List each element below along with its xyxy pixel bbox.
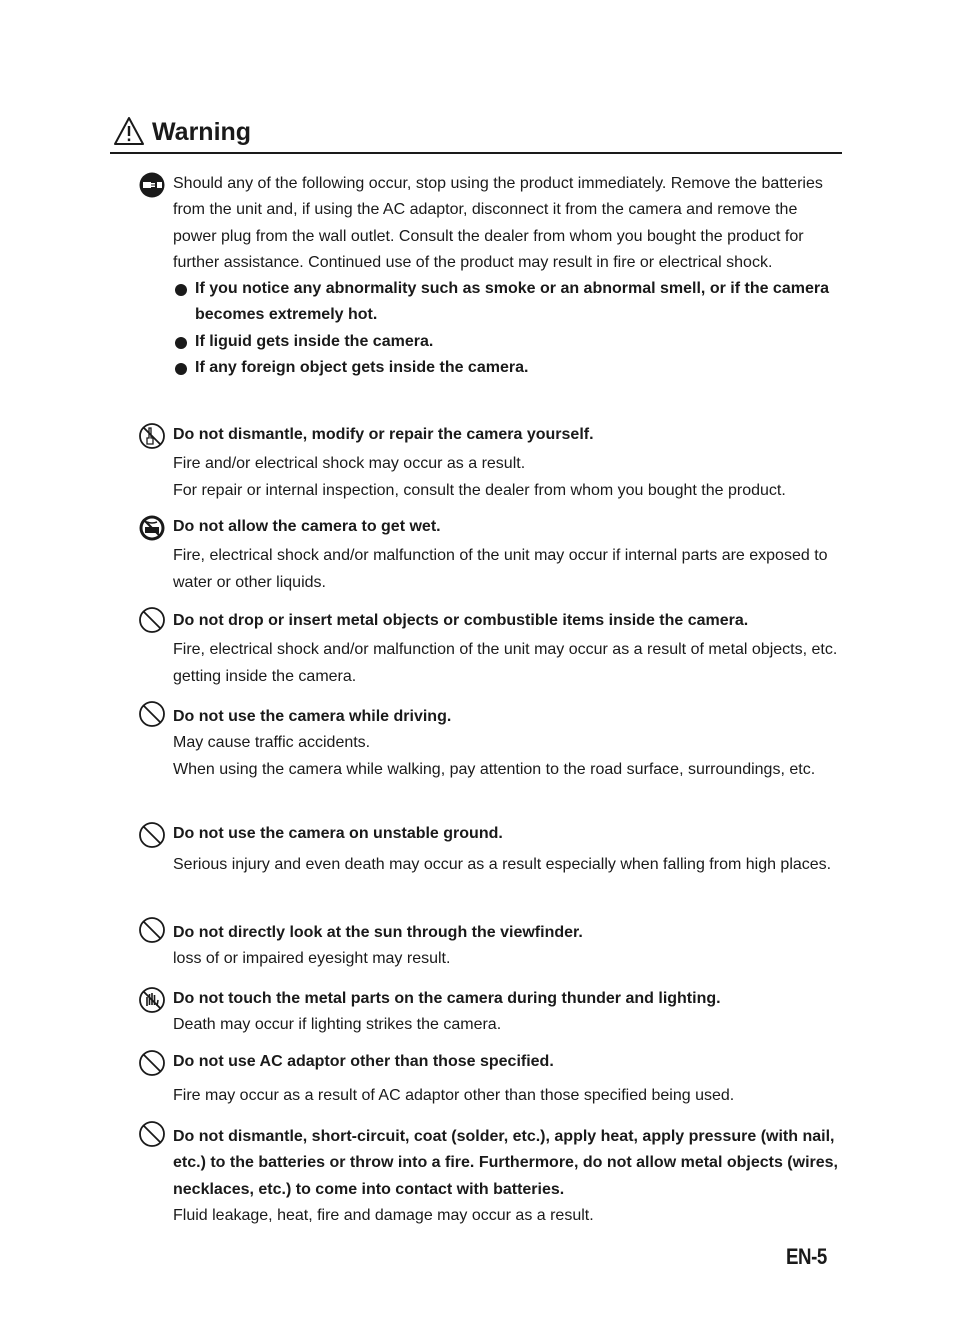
item-heading: Do not use the camera while driving. xyxy=(173,708,452,725)
item-heading: Do not dismantle, modify or repair the camera yourself. xyxy=(173,426,594,443)
prohibited-icon xyxy=(138,606,166,634)
item-body: Fire, electrical shock and/or malfunction of the unit may occur as a result of metal objects, etc. getting inside the camera. xyxy=(173,641,838,685)
bullet-item: If any foreign object gets inside the camera. xyxy=(173,355,844,381)
bullet-dot-icon xyxy=(175,337,187,349)
no-water-icon xyxy=(138,514,166,542)
item-body: For repair or internal inspection, consult the dealer from whom you bought the product. xyxy=(173,481,786,499)
no-disassembly-icon xyxy=(138,422,166,450)
bullet-dot-icon xyxy=(175,284,187,296)
item-body: Death may occur if lighting strikes the camera. xyxy=(173,1016,502,1034)
warning-item-batteries xyxy=(138,1120,844,1229)
warning-item-metal-objects xyxy=(138,606,844,690)
prohibited-icon xyxy=(138,821,166,849)
item-body: Serious injury and even death may occur as a result especially when falling from high places. xyxy=(173,856,832,874)
warning-item-wet xyxy=(138,514,844,596)
bullet-item: If liguid gets inside the camera. xyxy=(173,329,844,355)
item-body: Fire, electrical shock and/or malfunction of the unit may occur if internal parts are exposed to water or other liquids. xyxy=(173,547,828,591)
warning-item-driving xyxy=(138,700,844,783)
warning-triangle-icon xyxy=(113,116,145,146)
item-heading: Do not directly look at the sun through the viewfinder. xyxy=(173,924,583,941)
item-heading: Do not drop or insert metal objects or combustible items inside the camera. xyxy=(173,612,749,629)
instruction-text: Should any of the following occur, stop using the product immediately. Remove the batteries from the unit and, if using the AC adaptor, disconnect it from the camera and remove the power plug from the wall outlet. Consult the dealer from whom you bought the product for further assistance. Continued use of the product may result in fire or electrical shock. xyxy=(173,175,823,271)
item-heading: Do not allow the camera to get wet. xyxy=(173,518,441,535)
item-heading: Do not use AC adaptor other than those specified. xyxy=(173,1053,554,1070)
prohibited-icon xyxy=(138,700,166,728)
page-number: EN-5 xyxy=(786,1244,827,1269)
item-body: loss of or impaired eyesight may result. xyxy=(173,950,451,968)
item-body: When using the camera while walking, pay attention to the road surface, surroundings, etc. xyxy=(173,760,816,778)
item-heading: Do not use the camera on unstable ground. xyxy=(173,825,503,842)
item-body: Fire and/or electrical shock may occur as a result. xyxy=(173,455,526,473)
unplug-icon xyxy=(138,171,166,199)
no-touch-icon xyxy=(138,986,166,1014)
prohibited-icon xyxy=(138,1049,166,1077)
item-body: Fire may occur as a result of AC adaptor other than those specified being used. xyxy=(173,1087,735,1105)
prohibited-icon xyxy=(138,916,166,944)
warning-item-unstable-ground xyxy=(138,821,844,879)
warning-item-thunder xyxy=(138,986,844,1039)
item-body: Fluid leakage, heat, fire and damage may occur as a result. xyxy=(173,1206,594,1224)
warning-header xyxy=(110,114,842,154)
bullet-item: If you notice any abnormality such as smoke or an abnormal smell, or if the camera becomes extremely hot. xyxy=(173,276,844,329)
page-title: Warning xyxy=(152,118,252,146)
warning-item-unplug xyxy=(138,171,844,381)
item-body: May cause traffic accidents. xyxy=(173,734,371,752)
bullet-dot-icon xyxy=(175,363,187,375)
warning-item-sun xyxy=(138,916,844,973)
prohibited-icon xyxy=(138,1120,166,1148)
warning-item-ac-adaptor xyxy=(138,1049,844,1110)
item-heading: Do not touch the metal parts on the camera during thunder and lighting. xyxy=(173,990,721,1007)
item-heading: Do not dismantle, short-circuit, coat (solder, etc.), apply heat, apply pressure (with nail, etc.) to the batteries or throw into a fire. Furthermore, do not allow metal objects (wires, necklaces, etc.) to come into contact with batteries. xyxy=(173,1128,838,1198)
warning-item-dismantle xyxy=(138,422,844,504)
